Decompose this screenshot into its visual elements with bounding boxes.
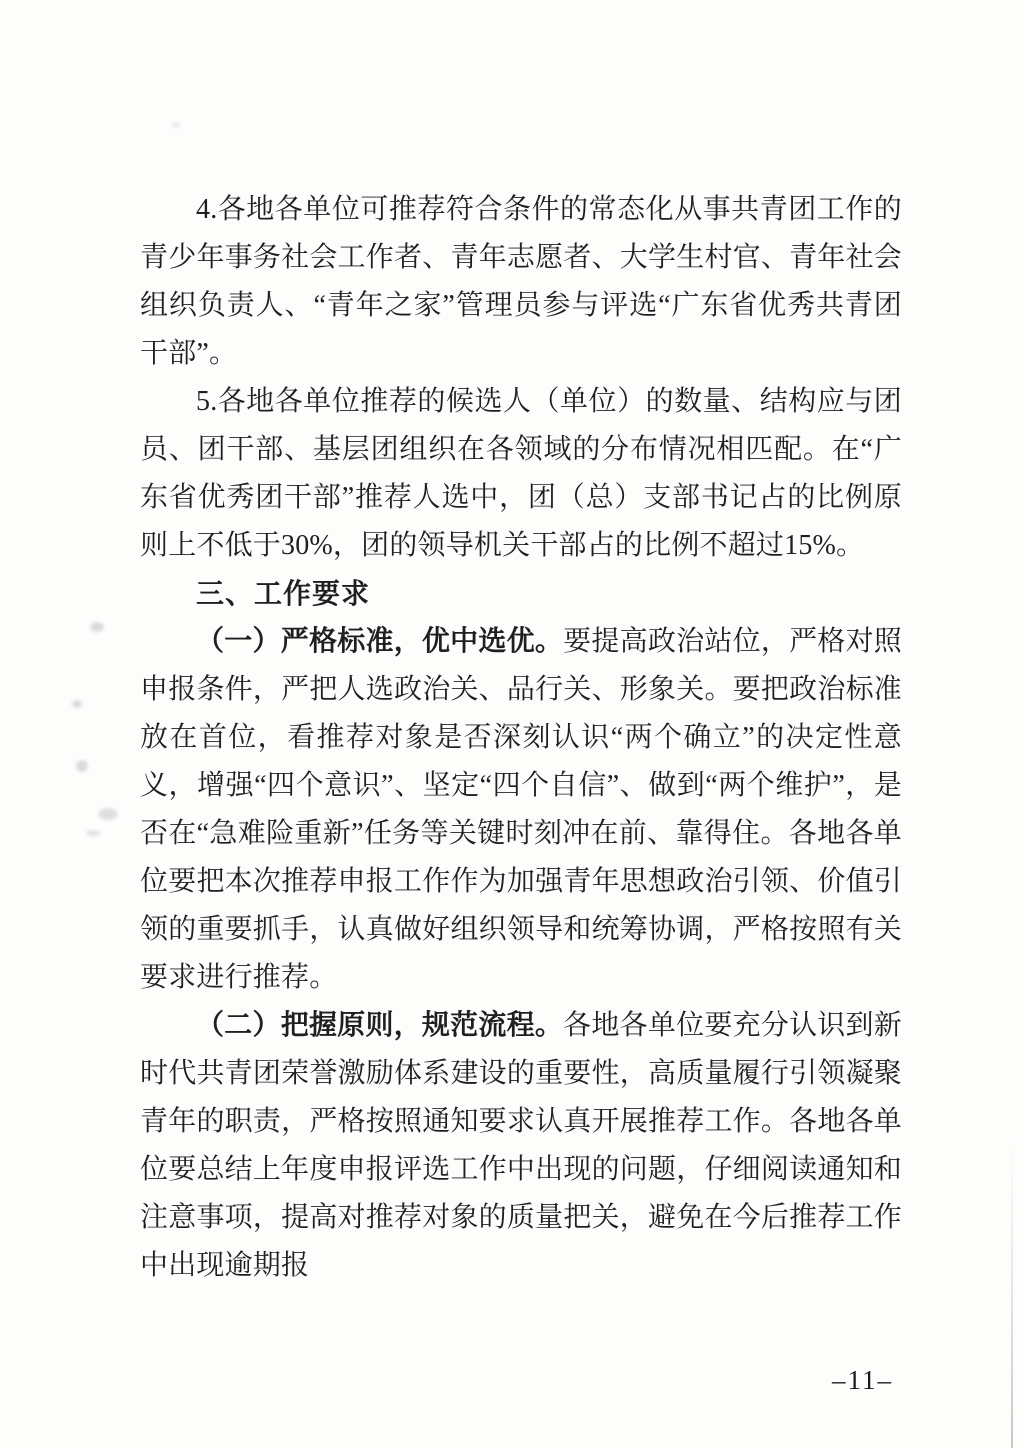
paragraph-text: 要提高政治站位，严格对照申报条件，严把人选政治关、品行关、形象关。要把政治标准放在首位，看推荐对象是否深刻认识“两个确立”的决定性意义，增强“四个意识”、坚定“四个自信”、做到“两个维护”，是否在“急难险重新”任务等关键时刻冲在前、靠得住。各地各单位要把本次推荐申报工作作为加强青年思想政治引领、价值引领的重要抓手，认真做好组织领导和统筹协调，严格按照有关要求进行推荐。 bbox=[140, 626, 902, 993]
section-heading-text: 三、工作要求 bbox=[196, 578, 371, 609]
scan-smudge bbox=[76, 760, 88, 772]
paragraph-item-5 bbox=[140, 378, 902, 570]
paragraph-item-yi bbox=[140, 618, 902, 1002]
document-body bbox=[140, 186, 902, 1290]
paragraph-item-4 bbox=[140, 186, 902, 378]
paragraph-lead: （一）严格标准，优中选优。 bbox=[196, 626, 564, 657]
paragraph-text: 5.各地各单位推荐的候选人（单位）的数量、结构应与团员、团干部、基层团组织在各领域的分布情况相匹配。在“广东省优秀团干部”推荐人选中，团（总）支部书记占的比例原则上不低于30%，团的领导机关干部占的比例不超过15%。 bbox=[140, 386, 902, 561]
paragraph-text: 4.各地各单位可推荐符合条件的常态化从事共青团工作的青少年事务社会工作者、青年志愿者、大学生村官、青年社会组织负责人、“青年之家”管理员参与评选“广东省优秀共青团干部”。 bbox=[140, 194, 902, 369]
paragraph-text: 各地各单位要充分认识到新时代共青团荣誉激励体系建设的重要性，高质量履行引领凝聚青年的职责，严格按照通知要求认真开展推荐工作。各地各单位要总结上年度申报评选工作中出现的问题，仔细阅读通知和注意事项，提高对推荐对象的质量把关，避免在今后推荐工作中出现逾期报 bbox=[140, 1010, 902, 1281]
scan-edge-line bbox=[1011, 1140, 1013, 1448]
section-heading bbox=[140, 570, 902, 618]
scan-smudge bbox=[72, 700, 82, 708]
scan-smudge bbox=[90, 622, 104, 632]
page-number: –11– bbox=[832, 1365, 893, 1395]
scan-smudge bbox=[86, 830, 100, 836]
scan-smudge bbox=[172, 122, 180, 128]
paragraph-item-er bbox=[140, 1002, 902, 1290]
paragraph-lead: （二）把握原则，规范流程。 bbox=[196, 1010, 564, 1041]
scan-smudge bbox=[98, 808, 118, 820]
